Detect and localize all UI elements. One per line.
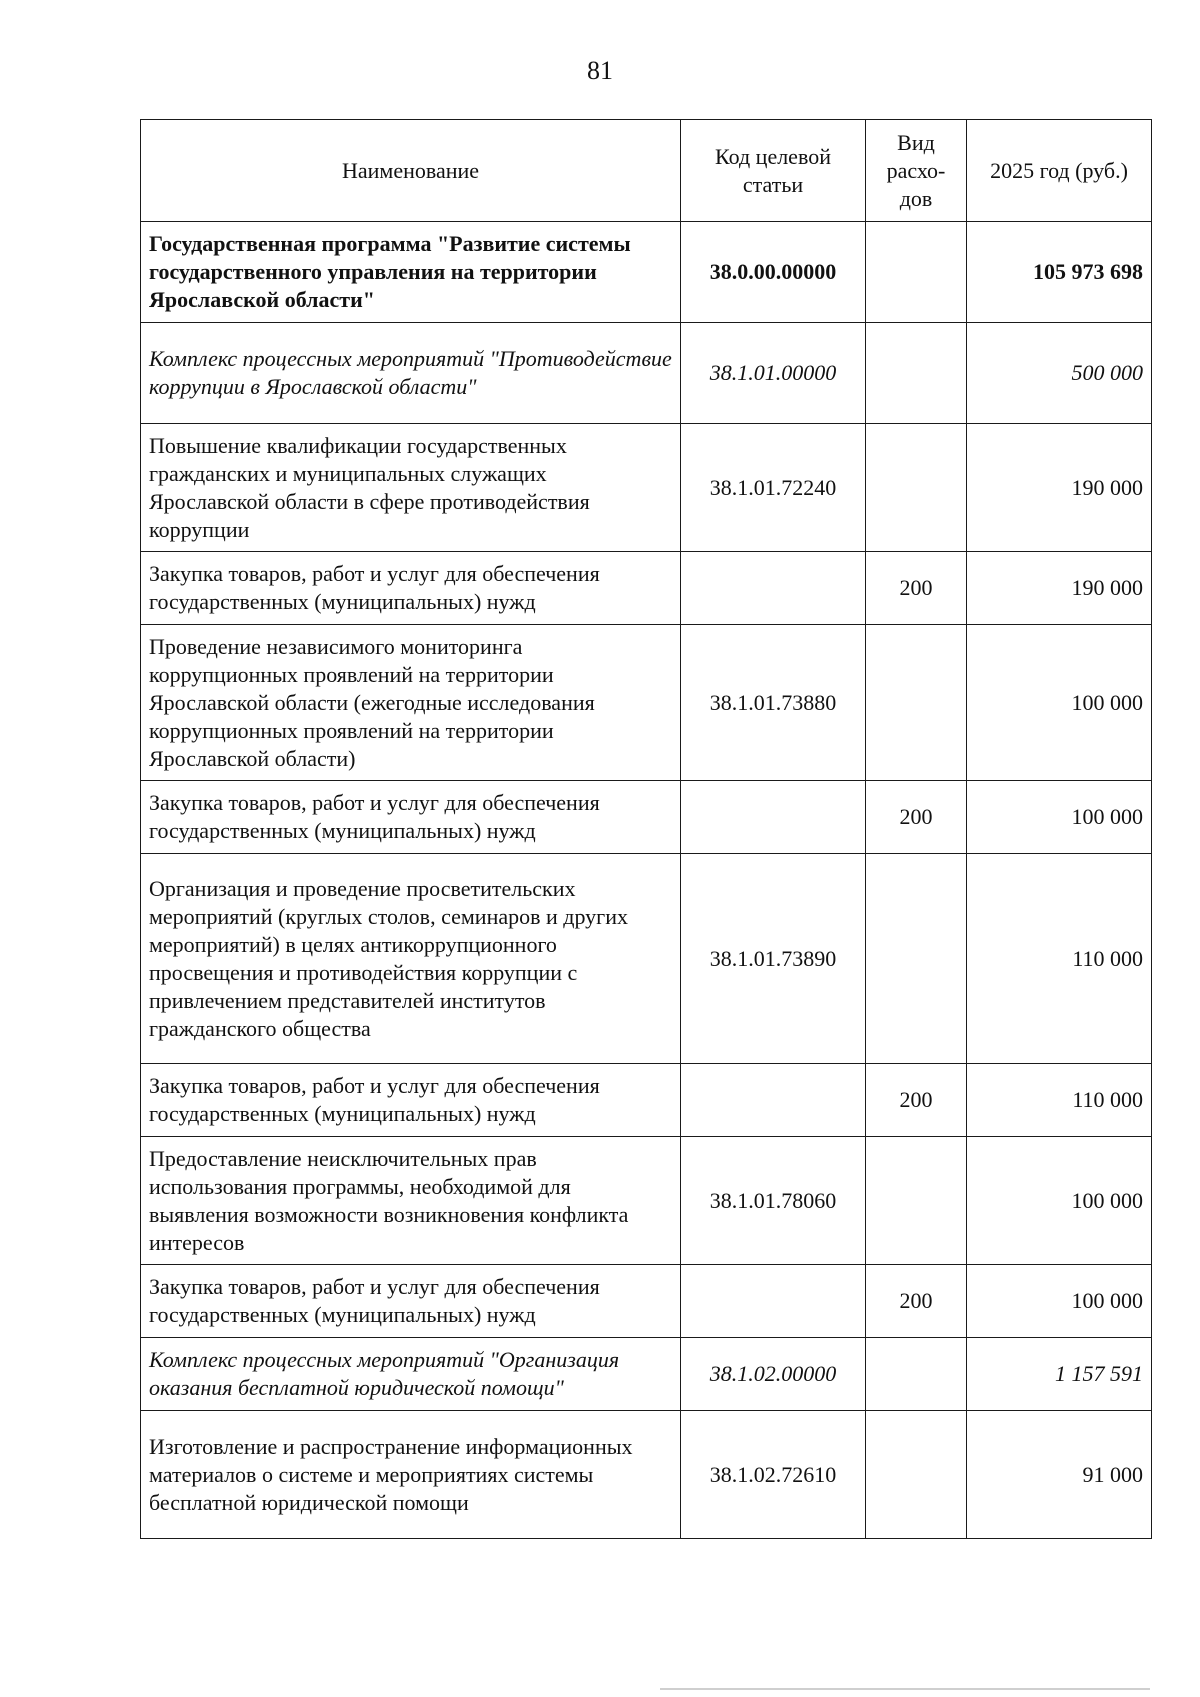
table-body (141, 222, 1152, 1539)
row-expense-kind-cell: 200 (866, 552, 967, 625)
row-name-cell: Комплекс процессных мероприятий "Организация оказания бесплатной юридической помощи" (141, 1338, 681, 1411)
row-amount-cell: 100 000 (967, 625, 1152, 781)
row-amount-cell: 100 000 (967, 781, 1152, 854)
row-expense-kind-cell (866, 1338, 967, 1411)
row-name-cell: Закупка товаров, работ и услуг для обеспечения государственных (муниципальных) нужд (141, 781, 681, 854)
row-target-code-cell: 38.1.01.73890 (681, 854, 866, 1064)
table-row (141, 552, 1152, 625)
table-header-row (141, 120, 1152, 222)
row-amount-cell: 190 000 (967, 552, 1152, 625)
row-expense-kind-cell: 200 (866, 781, 967, 854)
row-name-cell: Закупка товаров, работ и услуг для обеспечения государственных (муниципальных) нужд (141, 1064, 681, 1137)
row-expense-kind-cell (866, 424, 967, 552)
table-row (141, 222, 1152, 323)
row-target-code-cell: 38.1.01.00000 (681, 323, 866, 424)
header-expense-kind: Вид расхо-дов (866, 120, 967, 222)
row-expense-kind-cell (866, 323, 967, 424)
header-amount-2025: 2025 год (руб.) (967, 120, 1152, 222)
row-name-cell: Проведение независимого мониторинга коррупционных проявлений на территории Ярославской области (ежегодные исследования коррупционных проявлений на территории Ярославской области) (141, 625, 681, 781)
row-target-code-cell (681, 1265, 866, 1338)
row-amount-cell: 100 000 (967, 1137, 1152, 1265)
table-row (141, 854, 1152, 1064)
row-name-cell: Организация и проведение просветительских мероприятий (круглых столов, семинаров и других мероприятий) в целях антикоррупционного просвещения и противодействия коррупции с привлечением представителей институтов гражданского общества (141, 854, 681, 1064)
table-row (141, 424, 1152, 552)
row-expense-kind-cell (866, 222, 967, 323)
table-row (141, 323, 1152, 424)
row-name-cell: Закупка товаров, работ и услуг для обеспечения государственных (муниципальных) нужд (141, 1265, 681, 1338)
row-expense-kind-cell (866, 854, 967, 1064)
row-name-cell: Закупка товаров, работ и услуг для обеспечения государственных (муниципальных) нужд (141, 552, 681, 625)
row-target-code-cell (681, 781, 866, 854)
row-target-code-cell: 38.1.01.73880 (681, 625, 866, 781)
row-target-code-cell: 38.1.01.72240 (681, 424, 866, 552)
row-amount-cell: 110 000 (967, 1064, 1152, 1137)
row-expense-kind-cell (866, 625, 967, 781)
row-amount-cell: 91 000 (967, 1411, 1152, 1539)
row-name-cell: Государственная программа "Развитие системы государственного управления на территории Ярославской области" (141, 222, 681, 323)
table-row (141, 625, 1152, 781)
row-name-cell: Предоставление неисключительных прав использования программы, необходимой для выявления возможности возникновения конфликта интересов (141, 1137, 681, 1265)
page-number: 81 (587, 56, 613, 85)
table-row (141, 1137, 1152, 1265)
table-row (141, 1338, 1152, 1411)
header-target-code: Код целевой статьи (681, 120, 866, 222)
budget-table (140, 119, 1152, 1539)
row-expense-kind-cell: 200 (866, 1265, 967, 1338)
row-expense-kind-cell: 200 (866, 1064, 967, 1137)
row-amount-cell: 100 000 (967, 1265, 1152, 1338)
row-target-code-cell: 38.1.01.78060 (681, 1137, 866, 1265)
row-expense-kind-cell (866, 1411, 967, 1539)
row-amount-cell: 500 000 (967, 323, 1152, 424)
row-target-code-cell (681, 552, 866, 625)
table-row (141, 1064, 1152, 1137)
row-amount-cell: 1 157 591 (967, 1338, 1152, 1411)
row-name-cell: Повышение квалификации государственных гражданских и муниципальных служащих Ярославской области в сфере противодействия коррупции (141, 424, 681, 552)
row-amount-cell: 105 973 698 (967, 222, 1152, 323)
header-name: Наименование (141, 120, 681, 222)
table-row (141, 1411, 1152, 1539)
page-footer-line (660, 1688, 1150, 1690)
row-target-code-cell: 38.0.00.00000 (681, 222, 866, 323)
row-amount-cell: 110 000 (967, 854, 1152, 1064)
table-row (141, 781, 1152, 854)
row-target-code-cell: 38.1.02.00000 (681, 1338, 866, 1411)
row-expense-kind-cell (866, 1137, 967, 1265)
row-target-code-cell (681, 1064, 866, 1137)
row-target-code-cell: 38.1.02.72610 (681, 1411, 866, 1539)
row-name-cell: Комплекс процессных мероприятий "Противодействие коррупции в Ярославской области" (141, 323, 681, 424)
row-amount-cell: 190 000 (967, 424, 1152, 552)
table-row (141, 1265, 1152, 1338)
row-name-cell: Изготовление и распространение информационных материалов о системе и мероприятиях системы бесплатной юридической помощи (141, 1411, 681, 1539)
